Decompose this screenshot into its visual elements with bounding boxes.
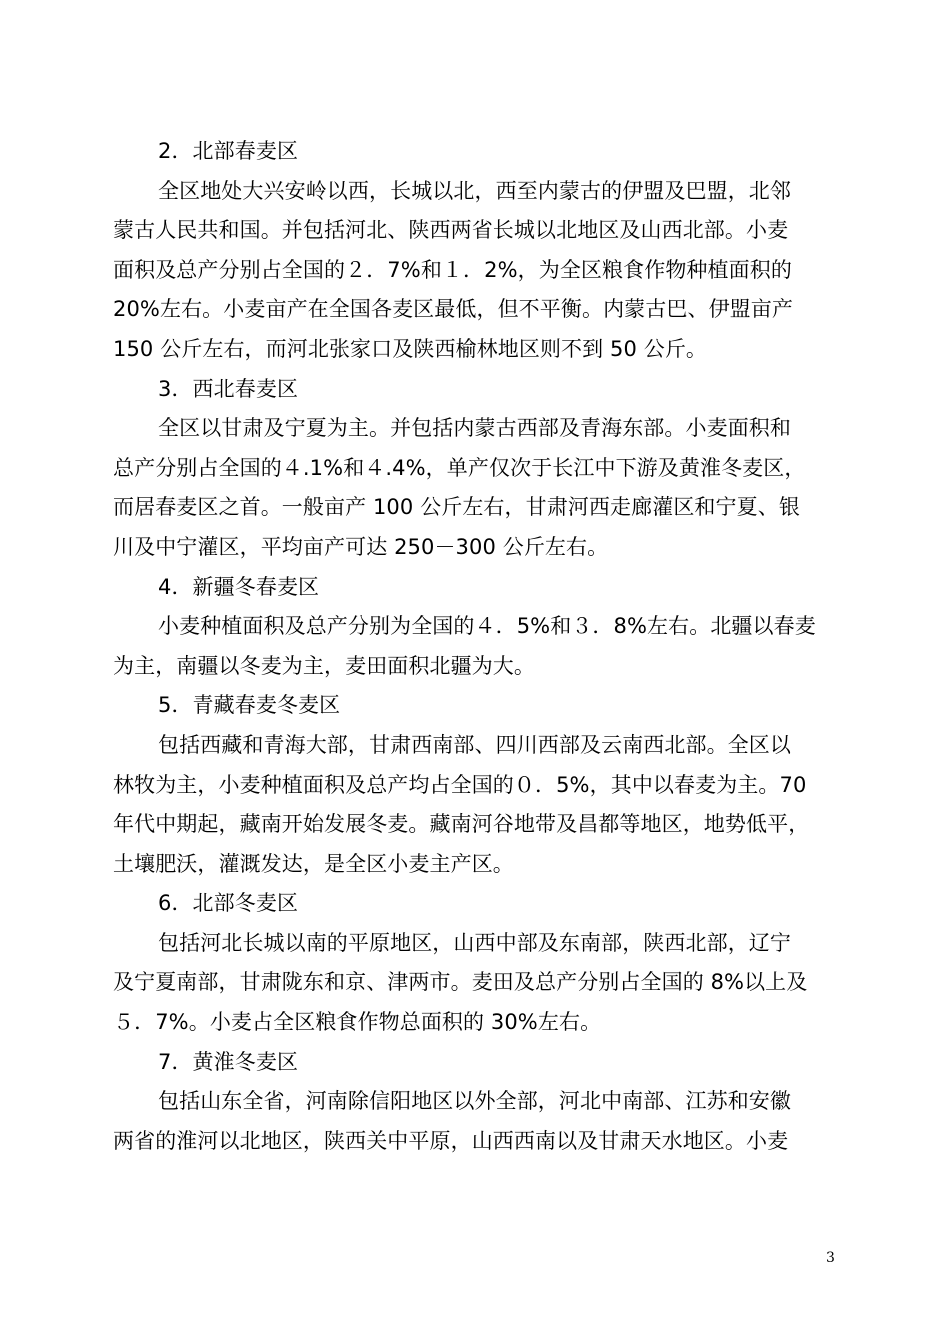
text-line: 为主，南疆以冬麦为主，麦田面积北疆为大。 — [113, 653, 535, 678]
section-heading-2: 2．北部春麦区 — [158, 139, 299, 163]
section-heading-4: 4．新疆冬春麦区 — [158, 574, 320, 599]
text-line: 150 公斤左右，而河北张家口及陕西榆林地区则不到 50 公斤。 — [113, 336, 708, 361]
section-heading-7: 7．黄淮冬麦区 — [158, 1049, 299, 1074]
text-line: 蒙古人民共和国。并包括河北、陕西两省长城以北地区及山西北部。小麦 — [113, 218, 789, 243]
text-line: 包括山东全省，河南除信阳地区以外全部，河北中南部、江苏和安徽 — [158, 1089, 791, 1114]
text-line: 全区以甘肃及宁夏为主。并包括内蒙古西部及青海东部。小麦面积和 — [158, 416, 791, 441]
text-line: 面积及总产分别占全国的２．7%和１．2%，为全区粮食作物种植面积的 — [113, 257, 792, 282]
page-number: 3 — [826, 1250, 835, 1266]
document-body — [113, 132, 841, 1161]
text-line: 及宁夏南部，甘肃陇东和京、津两市。麦田及总产分别占全国的 8%以上及 — [113, 970, 808, 995]
text-line: 20%左右。小麦亩产在全国各麦区最低，但不平衡。内蒙古巴、伊盟亩产 — [113, 297, 793, 322]
text-line: 土壤肥沃，灌溉发达，是全区小麦主产区。 — [113, 851, 514, 876]
text-line: 而居春麦区之首。一般亩产 100 公斤左右，甘肃河西走廊灌区和宁夏、银 — [113, 495, 800, 520]
text-line: 总产分别占全国的４.1%和４.4%，单产仅次于长江中下游及黄淮冬麦区， — [113, 455, 806, 480]
text-line: 全区地处大兴安岭以西，长城以北，西至内蒙古的伊盟及巴盟，北邻 — [158, 178, 791, 203]
text-line: 包括河北长城以南的平原地区，山西中部及东南部，陕西北部，辽宁 — [158, 930, 791, 955]
section-heading-3: 3．西北春麦区 — [158, 376, 299, 401]
section-heading-5: 5．青藏春麦冬麦区 — [158, 693, 341, 718]
text-line: 小麦种植面积及总产分别为全国的４．5%和３．8%左右。北疆以春麦 — [158, 614, 816, 639]
text-line: ５．7%。小麦占全区粮食作物总面积的 30%左右。 — [113, 1010, 602, 1035]
text-line: 川及中宁灌区，平均亩产可达 250－300 公斤左右。 — [113, 534, 609, 559]
text-line: 两省的淮河以北地区，陕西关中平原，山西西南以及甘肃天水地区。小麦 — [113, 1128, 789, 1153]
text-line: 年代中期起，藏南开始发展冬麦。藏南河谷地带及昌都等地区，地势低平， — [113, 812, 810, 837]
text-line: 林牧为主，小麦种植面积及总产均占全国的０．5%，其中以春麦为主。70 — [113, 772, 807, 797]
section-heading-6: 6．北部冬麦区 — [158, 891, 299, 916]
text-line: 包括西藏和青海大部，甘肃西南部、四川西部及云南西北部。全区以 — [158, 732, 791, 757]
